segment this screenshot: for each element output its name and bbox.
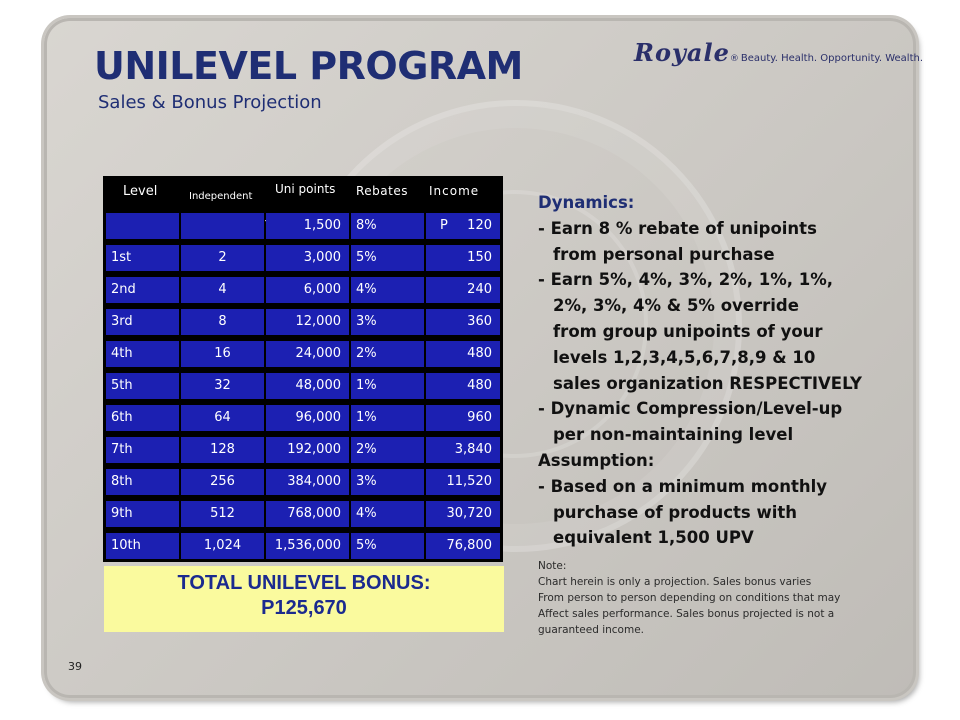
page-number: 39 [68, 660, 82, 673]
cell-rebates: 4% [351, 501, 424, 527]
income-value: 120 [467, 218, 492, 233]
cell-distributors: 1,024 [181, 533, 264, 559]
dynamics-line: per non-maintaining level [553, 425, 794, 445]
cell-income: 30,720 [426, 501, 500, 527]
brand-logo [634, 38, 923, 67]
cell-level: 7th [106, 437, 179, 463]
cell-level: 5th [106, 373, 179, 399]
assumption-line: equivalent 1,500 UPV [553, 528, 754, 548]
dynamics-line: 2%, 3%, 4% & 5% override [553, 296, 799, 316]
note-section [538, 558, 878, 638]
table-row [103, 308, 503, 336]
table-row [103, 500, 503, 528]
cell-uni-points: 24,000 [266, 341, 349, 367]
cell-income [426, 213, 500, 239]
dynamics-section [538, 190, 898, 551]
cell-distributors: 512 [181, 501, 264, 527]
header-level: Level [123, 184, 158, 199]
cell-level: 2nd [106, 277, 179, 303]
cell-income: 240 [426, 277, 500, 303]
brand-registered-mark: ® [729, 54, 739, 64]
assumption-line: purchase of products with [553, 502, 797, 522]
brand-tagline: Beauty. Health. Opportunity. Wealth. [740, 53, 924, 64]
table-row [103, 436, 503, 464]
table-row-you [103, 212, 503, 240]
cell-distributors: 16 [181, 341, 264, 367]
dynamics-line: - Earn 5%, 4%, 3%, 2%, 1%, 1%, [538, 270, 834, 290]
cell-income: 3,840 [426, 437, 500, 463]
dynamics-line: levels 1,2,3,4,5,6,7,8,9 & 10 [553, 347, 816, 367]
cell-income: 11,520 [426, 469, 500, 495]
cell-income: 960 [426, 405, 500, 431]
dynamics-line: sales organization RESPECTIVELY [553, 373, 862, 393]
table-row [103, 244, 503, 272]
header-uni-points: Uni points [275, 182, 336, 196]
cell-rebates: 8% [351, 213, 424, 239]
cell-rebates: 1% [351, 405, 424, 431]
note-line: Chart herein is only a projection. Sales bonus varies [538, 576, 812, 588]
cell-rebates: 3% [351, 469, 424, 495]
cell-level: 10th [106, 533, 179, 559]
header-rebates: Rebates [356, 184, 408, 198]
cell-level: 4th [106, 341, 179, 367]
cell-income: 76,800 [426, 533, 500, 559]
page-title: UNILEVEL PROGRAM [94, 44, 523, 88]
cell-income: 480 [426, 341, 500, 367]
cell-distributors: 256 [181, 469, 264, 495]
table-row [103, 468, 503, 496]
cell-uni-points: 1,500 [266, 213, 349, 239]
assumption-line: - Based on a minimum monthly [538, 476, 828, 496]
cell-distributors: 128 [181, 437, 264, 463]
income-currency-prefix: P [440, 218, 448, 233]
cell-distributors: 4 [181, 277, 264, 303]
cell-uni-points: 192,000 [266, 437, 349, 463]
page-subtitle: Sales & Bonus Projection [98, 92, 322, 113]
dynamics-line: - Dynamic Compression/Level-up [538, 399, 843, 419]
cell-level: 8th [106, 469, 179, 495]
cell-level: 9th [106, 501, 179, 527]
cell-rebates: 5% [351, 245, 424, 271]
note-line: guaranteed income. [538, 624, 644, 636]
table-row [103, 340, 503, 368]
cell-distributors: 32 [181, 373, 264, 399]
cell-income: 150 [426, 245, 500, 271]
cell-distributors: 64 [181, 405, 264, 431]
cell-level: 3rd [106, 309, 179, 335]
brand-logo-text: Royale [634, 38, 730, 67]
cell-uni-points: 48,000 [266, 373, 349, 399]
dynamics-line: from group unipoints of your [553, 321, 823, 341]
assumption-heading: Assumption: [538, 450, 655, 470]
total-bonus-value: P125,670 [261, 597, 347, 619]
dynamics-heading: Dynamics: [538, 193, 635, 212]
cell-income: 360 [426, 309, 500, 335]
cell-uni-points: 96,000 [266, 405, 349, 431]
header-independent-distributors-text: Independent [189, 191, 253, 202]
table-row [103, 372, 503, 400]
cell-uni-points: 12,000 [266, 309, 349, 335]
table-row [103, 276, 503, 304]
header-income: Income [429, 184, 480, 198]
note-line: Affect sales performance. Sales bonus projected is not a [538, 608, 835, 620]
cell-rebates: 2% [351, 437, 424, 463]
note-heading: Note: [538, 560, 567, 572]
table-row [103, 532, 503, 560]
cell-distributors: 2 [181, 245, 264, 271]
cell-uni-points: 1,536,000 [266, 533, 349, 559]
dynamics-line: - Earn 8 % rebate of unipoints [538, 218, 817, 238]
table-header [103, 176, 503, 212]
cell-rebates: 2% [351, 341, 424, 367]
cell-level: 1st [106, 245, 179, 271]
cell-distributors [181, 213, 264, 239]
cell-uni-points: 384,000 [266, 469, 349, 495]
cell-rebates: 4% [351, 277, 424, 303]
cell-rebates: 1% [351, 373, 424, 399]
cell-income: 480 [426, 373, 500, 399]
dynamics-line: from personal purchase [553, 244, 775, 264]
cell-level: 6th [106, 405, 179, 431]
table-body [103, 212, 503, 562]
cell-uni-points: 3,000 [266, 245, 349, 271]
note-line: From person to person depending on conditions that may [538, 592, 841, 604]
total-bonus-label: TOTAL UNILEVEL BONUS: [177, 572, 431, 594]
cell-level [106, 213, 179, 239]
cell-rebates: 5% [351, 533, 424, 559]
cell-uni-points: 6,000 [266, 277, 349, 303]
cell-rebates: 3% [351, 309, 424, 335]
total-bonus-box [104, 566, 504, 632]
cell-distributors: 8 [181, 309, 264, 335]
table-row [103, 404, 503, 432]
cell-uni-points: 768,000 [266, 501, 349, 527]
